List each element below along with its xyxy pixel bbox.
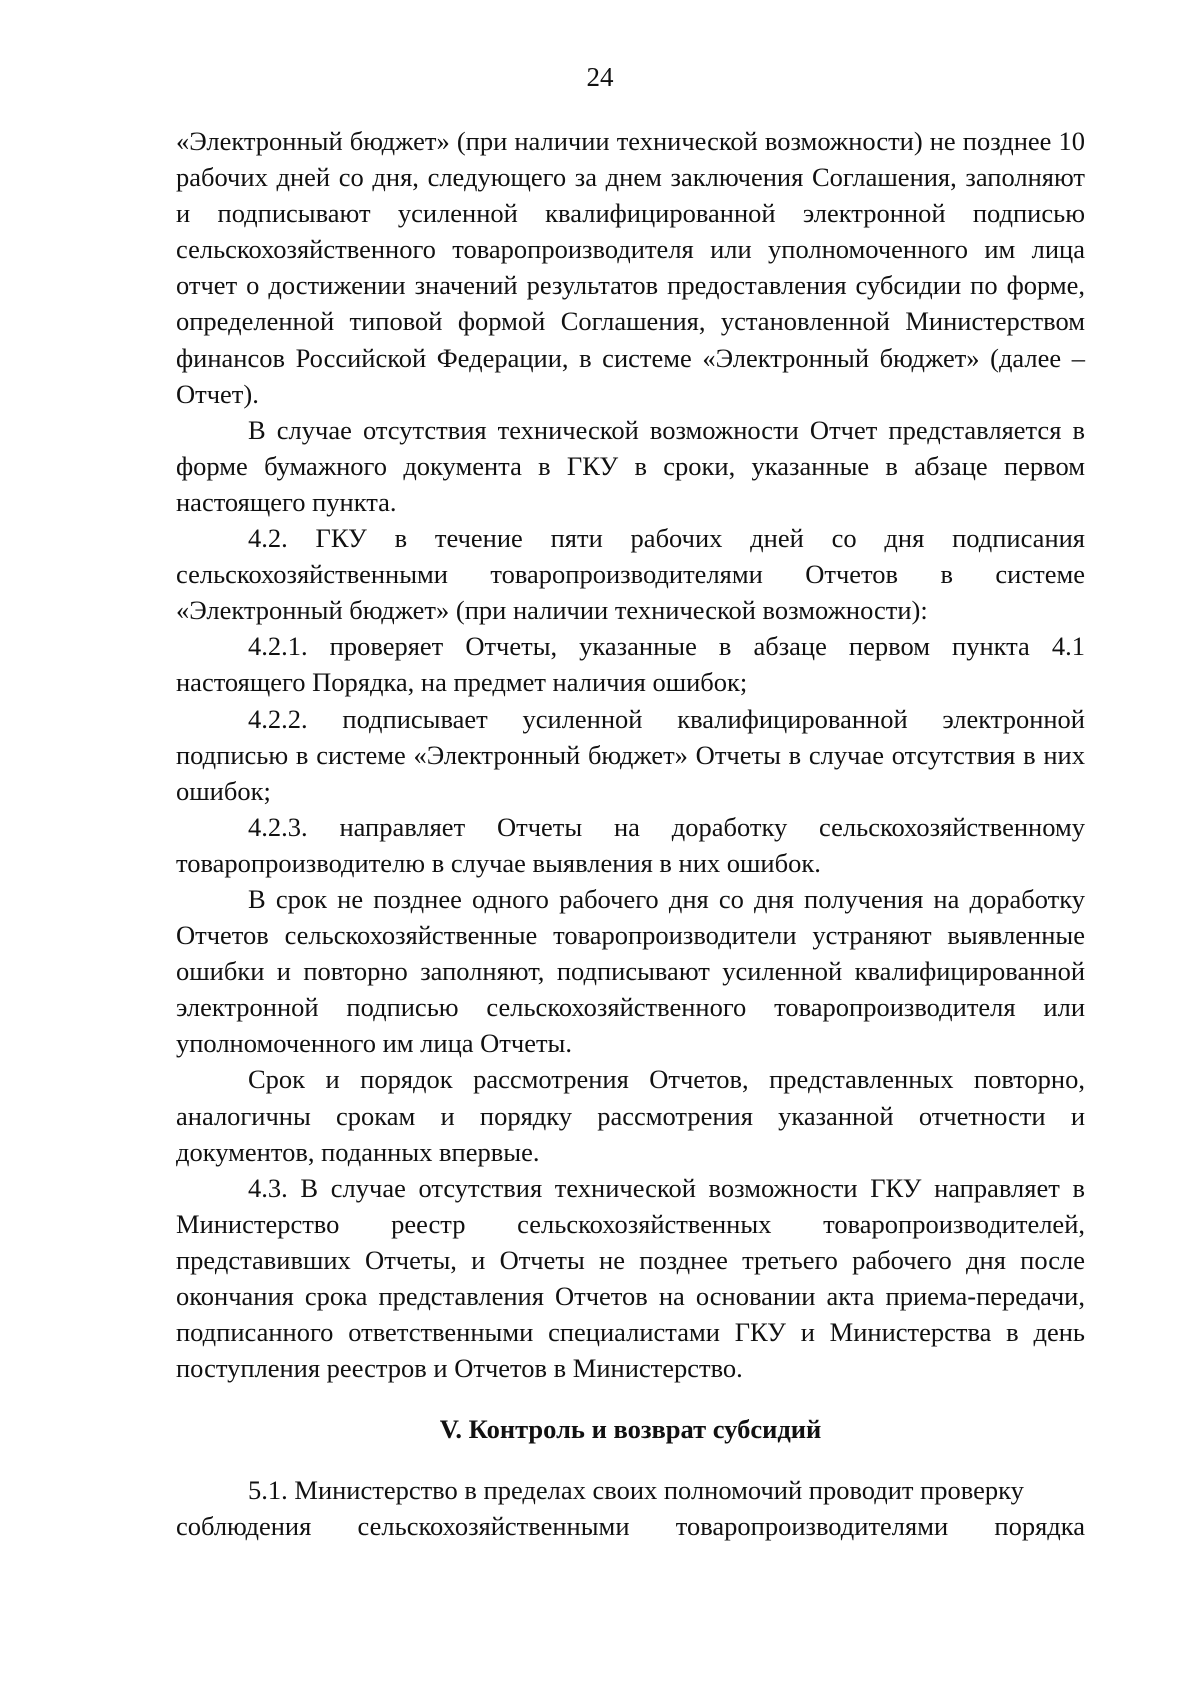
paragraph-4-2: 4.2. ГКУ в течение пяти рабочих дней со дня подписания сельскохозяйственными товаропроизводителями Отчетов в системе «Электронный бюджет» (при наличии технической возможности): xyxy=(176,523,1085,626)
paragraph-4-2-3: 4.2.3. направляет Отчеты на доработку сельскохозяйственному товаропроизводителю в случае выявления в них ошибок. xyxy=(176,811,1085,878)
paragraph-4-2-2: 4.2.2. подписывает усиленной квалифицированной электронной подписью в системе «Электронный бюджет» Отчеты в случае отсутствия в них ошибок; xyxy=(176,703,1085,806)
paragraph-rework-deadline: В срок не позднее одного рабочего дня со дня получения на доработку Отчетов сельскохозяйственные товаропроизводители устраняют выявленные ошибки и повторно заполняют, подписывают усиленной квалифицированной электронной подписью сельскохозяйственного товаропроизводителя или уполномоченного им лица Отчеты. xyxy=(176,883,1085,1059)
paragraph-4-2-1: 4.2.1. проверяет Отчеты, указанные в абзаце первом пункта 4.1 настоящего Порядка, на предмет наличия ошибок; xyxy=(176,631,1085,698)
paragraph-review-terms: Срок и порядок рассмотрения Отчетов, представленных повторно, аналогичны срокам и порядку рассмотрения указанной отчетности и документов, поданных впервые. xyxy=(176,1064,1085,1167)
paragraph-5-1-line-1: 5.1. Министерство в пределах своих полномочий проводит проверку xyxy=(248,1475,1024,1506)
page-number: 24 xyxy=(586,62,614,92)
paragraph-4-3: 4.3. В случае отсутствия технической возможности ГКУ направляет в Министерство реестр сельскохозяйственных товаропроизводителей, представивших Отчеты, и Отчеты не позднее третьего рабочего дня после окончания срока представления Отчетов на основании акта приема-передачи, подписанного ответственными специалистами ГКУ и Министерства в день поступления реестров и Отчетов в Министерство. xyxy=(176,1172,1085,1384)
section-heading: V. Контроль и возврат субсидий xyxy=(439,1414,822,1445)
paragraph-5-1-line-2: соблюдения сельскохозяйственными товаропроизводителями порядка xyxy=(176,1511,1085,1542)
paragraph-no-technical-possibility: В случае отсутствия технической возможности Отчет представляется в форме бумажного документа в ГКУ в сроки, указанные в абзаце первом настоящего пункта. xyxy=(176,414,1085,517)
paragraph-continuation: «Электронный бюджет» (при наличии технической возможности) не позднее 10 рабочих дней со дня, следующего за днем заключения Соглашения, заполняют и подписывают усиленной квалифицированной электронной подписью сельскохозяйственного товаропроизводителя или уполномоченного им лица отчет о достижении значений результатов предоставления субсидии по форме, определенной типовой формой Соглашения, установленной Министерством финансов Российской Федерации, в системе «Электронный бюджет» (далее – Отчет). xyxy=(176,126,1085,409)
document-body xyxy=(176,123,1085,1544)
